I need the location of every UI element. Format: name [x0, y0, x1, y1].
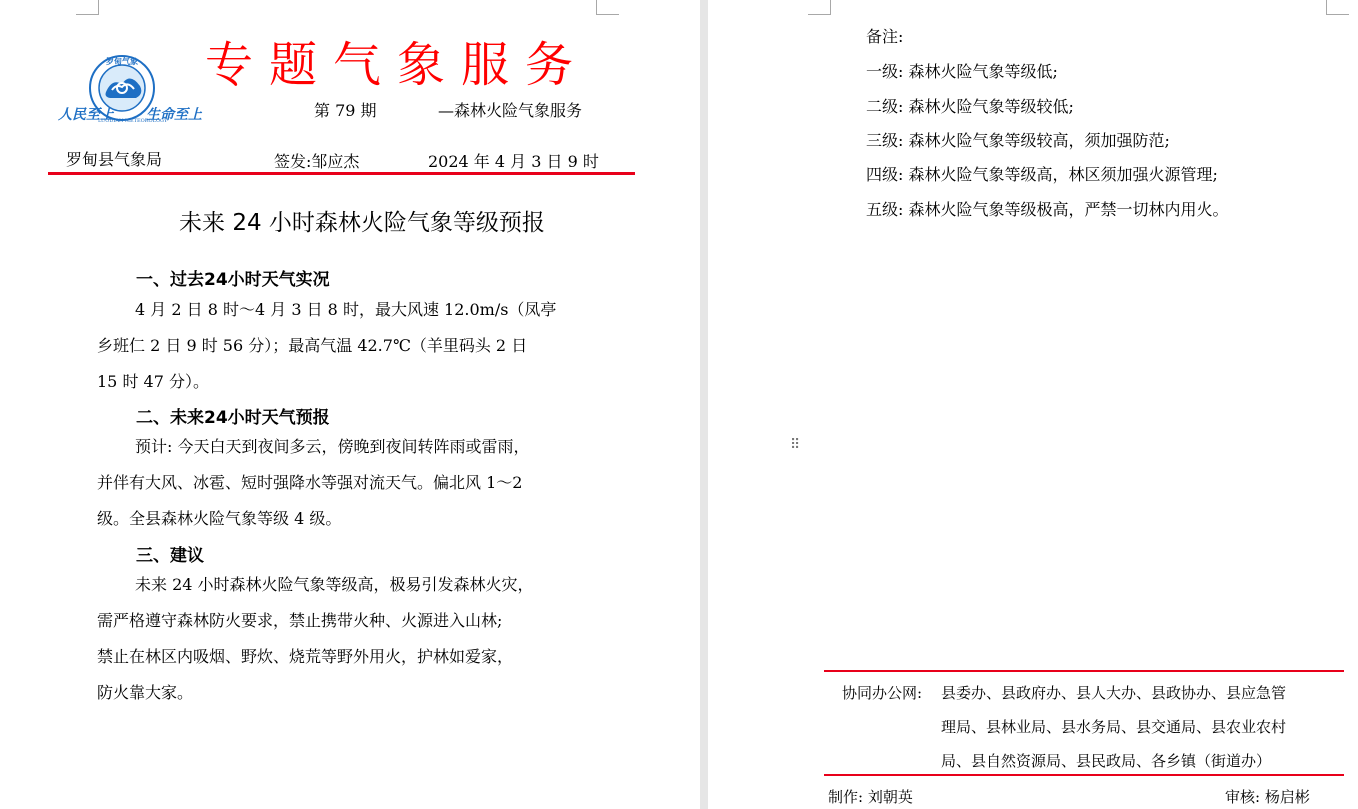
distribution-line: 理局、县林业局、县水务局、县交通局、县农业农村	[941, 718, 1287, 736]
fire-level-5: 五级: 森林火险气象等级极高，严禁一切林内用火。	[866, 200, 1229, 219]
issue-datetime: 2024 年 4 月 3 日 9 时	[428, 152, 599, 171]
paragraph-line: 4 月 2 日 8 时～4 月 3 日 8 时，最大风速 12.0m/s（凤亭	[135, 300, 557, 319]
section-heading-past-weather: 一、过去24小时天气实况	[136, 270, 330, 290]
paragraph-line: 级。全县森林火险气象等级 4 级。	[97, 509, 342, 528]
page-corner-mark	[76, 0, 99, 15]
paragraph-line: 防火靠大家。	[97, 683, 194, 702]
footer-divider-top	[824, 670, 1344, 672]
reviewer: 审核: 杨启彬	[1225, 788, 1310, 806]
paragraph-line: 需严格遵守森林防火要求，禁止携带火种、火源进入山林;	[97, 611, 503, 630]
notes-title: 备注:	[866, 27, 904, 46]
drag-handle-icon[interactable]: ⠿	[790, 437, 801, 453]
section-body-forecast	[97, 429, 602, 537]
distribution-label: 协同办公网:	[842, 684, 923, 702]
paragraph-line: 禁止在林区内吸烟、野炊、烧荒等野外用火，护林如爱家，	[97, 647, 514, 666]
weather-bureau-logo	[58, 52, 202, 128]
document-title: 未来 24 小时森林火险气象等级预报	[179, 210, 545, 236]
paragraph-line: 15 时 47 分）。	[97, 372, 209, 391]
logo-top-text: 罗甸气象	[106, 56, 138, 66]
document-page-2	[708, 0, 1358, 809]
logo-right-slogan: 生命至上	[146, 107, 202, 123]
distribution-line: 局、县自然资源局、县民政局、各乡镇（街道办）	[941, 752, 1272, 770]
masthead-title: 专题气象服务	[205, 37, 590, 93]
distribution-line: 县委办、县政府办、县人大办、县政协办、县应急管	[941, 684, 1287, 702]
section-heading-advice: 三、建议	[136, 546, 204, 566]
paragraph-line: 并伴有大风、冰雹、短时强降水等强对流天气。偏北风 1～2	[97, 473, 523, 492]
header-divider	[48, 172, 635, 175]
maker: 制作: 刘朝英	[828, 788, 913, 806]
logo-left-slogan: 人民至上	[58, 107, 114, 123]
logo-ring-text: LUODIAN METEOROLOGY	[98, 118, 168, 124]
issue-number: 第 79 期	[314, 101, 377, 120]
fire-level-2: 二级: 森林火险气象等级较低;	[866, 97, 1074, 116]
fire-level-4: 四级: 森林火险气象等级高，林区须加强火源管理;	[866, 165, 1218, 184]
service-type: —森林火险气象服务	[438, 101, 583, 120]
page-corner-mark	[596, 0, 619, 15]
page-corner-mark	[808, 0, 831, 15]
section-body-past-weather	[97, 292, 602, 400]
paragraph-line: 未来 24 小时森林火险气象等级高，极易引发森林火灾，	[135, 575, 534, 594]
fire-level-1: 一级: 森林火险气象等级低;	[866, 62, 1058, 81]
page-corner-mark	[1326, 0, 1349, 15]
footer-divider-bottom	[824, 774, 1344, 776]
fire-level-3: 三级: 森林火险气象等级较高，须加强防范;	[866, 131, 1170, 150]
paragraph-line: 乡班仁 2 日 9 时 56 分）；最高气温 42.7℃（羊里码头 2 日	[97, 336, 528, 355]
paragraph-line: 预计: 今天白天到夜间多云，傍晚到夜间转阵雨或雷雨，	[135, 437, 530, 456]
signer: 签发:邹应杰	[274, 152, 360, 171]
issuing-bureau: 罗甸县气象局	[66, 150, 163, 169]
section-body-advice	[97, 567, 602, 711]
section-heading-forecast: 二、未来24小时天气预报	[136, 408, 330, 428]
